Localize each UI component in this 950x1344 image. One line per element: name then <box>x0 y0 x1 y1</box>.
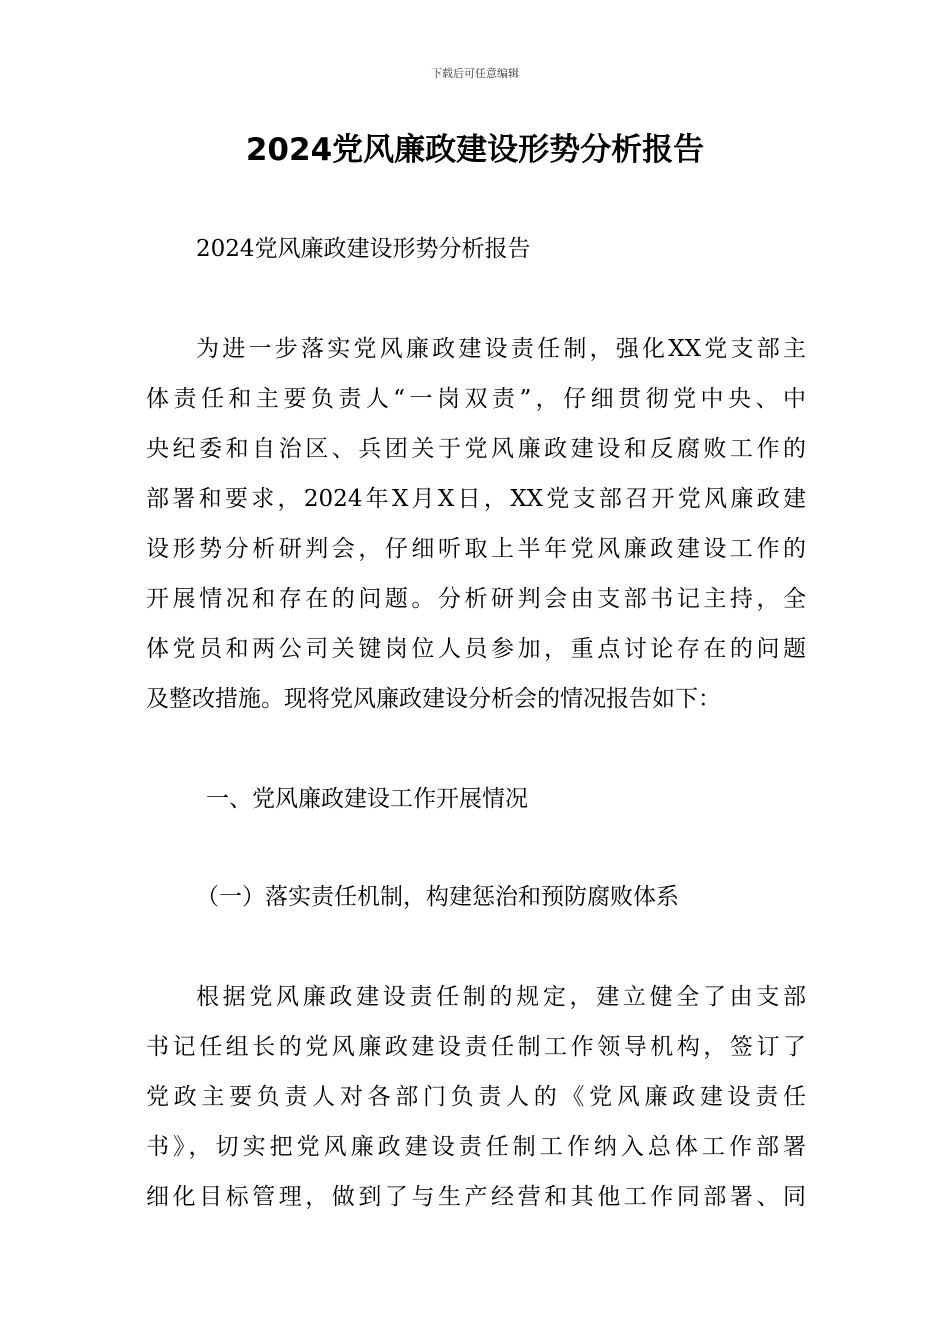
paragraph-line: 为进一步落实党风廉政建设责任制，强化XX党支部主 <box>196 336 806 362</box>
paragraph-line: 开展情况和存在的问题。分析研判会由支部书记主持，全 <box>146 586 806 612</box>
paragraph-line: 体党员和两公司关键岗位人员参加，重点讨论存在的问题 <box>146 636 806 662</box>
header-note: 下载后可任意编辑 <box>431 67 519 80</box>
paragraph-line: 书记任组长的党风廉政建设责任制工作领导机构，签订了 <box>146 1034 806 1060</box>
paragraph-line: 设形势分析研判会，仔细听取上半年党风廉政建设工作的 <box>146 536 806 562</box>
paragraph-line: 书》，切实把党风廉政建设责任制工作纳入总体工作部署 <box>146 1134 806 1160</box>
paragraph-line: 体责任和主要负责人“一岗双责”，仔细贯彻党中央、中 <box>146 386 806 412</box>
paragraph-line: 部署和要求，2024年X月X日，XX党支部召开党风廉政建 <box>146 486 806 512</box>
paragraph-line: 细化目标管理，做到了与生产经营和其他工作同部署、同 <box>146 1184 806 1210</box>
paragraph-line: 党政主要负责人对各部门负责人的《党风廉政建设责任 <box>146 1084 806 1110</box>
paragraph-line: 根据党风廉政建设责任制的规定，建立健全了由支部 <box>196 984 806 1010</box>
document-title: 2024党风廉政建设形势分析报告 <box>245 132 705 168</box>
document-subtitle: 2024党风廉政建设形势分析报告 <box>196 236 531 262</box>
section-heading: 一、党风廉政建设工作开展情况 <box>206 786 528 812</box>
paragraph-line: 央纪委和自治区、兵团关于党风廉政建设和反腐败工作的 <box>146 436 806 462</box>
paragraph-line: 及整改措施。现将党风廉政建设分析会的情况报告如下： <box>146 686 721 712</box>
subsection-heading: （一）落实责任机制，构建惩治和预防腐败体系 <box>196 884 679 910</box>
